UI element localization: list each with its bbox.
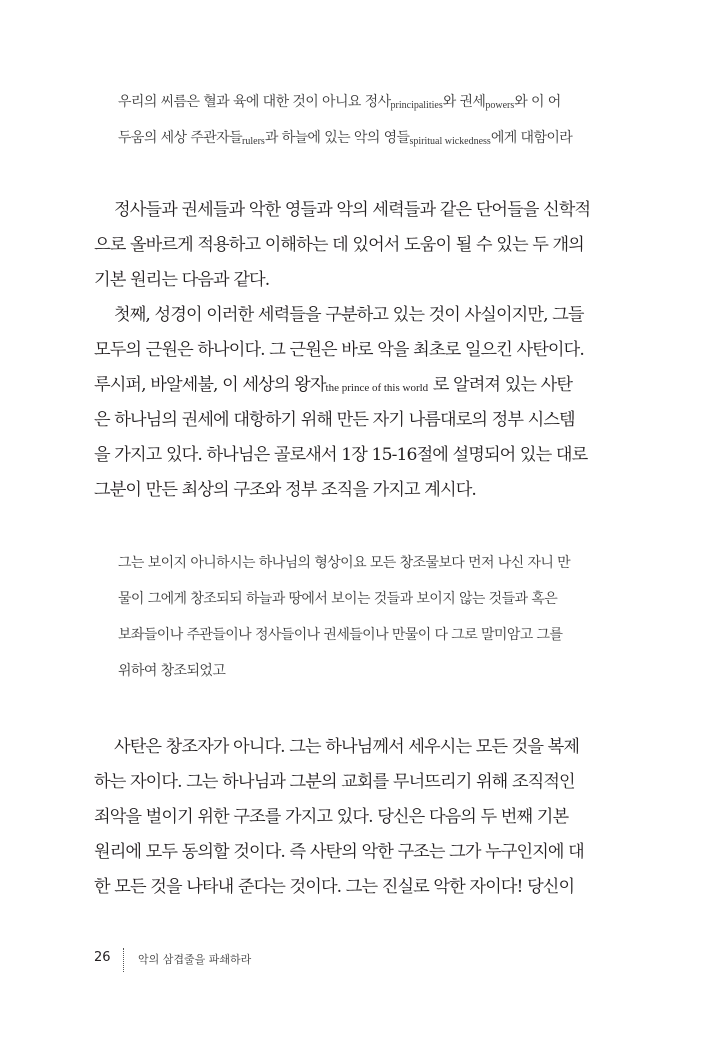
english-gloss: the prince of this world: [325, 382, 429, 394]
paragraph-line: 정사들과 권세들과 악한 영들과 악의 세력들과 같은 단어들을 신학적: [114, 200, 591, 220]
quote-line: 위하여 창조되었고: [118, 663, 226, 679]
quote-line: [118, 127, 604, 163]
paragraph-line: 그분이 만든 최상의 구조와 정부 조직을 가지고 계시다.: [94, 480, 476, 500]
quote-text: 와 권세: [442, 94, 486, 110]
paragraph-line: [94, 373, 614, 408]
scripture-quote-ephesians: [118, 91, 604, 163]
quote-text: 에게 대함이라: [490, 130, 573, 146]
paragraph-line: 사탄은 창조자가 아니다. 그는 하나님께서 세우시는 모든 것을 복제: [114, 737, 580, 757]
paragraph-line: 을 가지고 있다. 하나님은 골로새서 1장 15-16절에 설명되어 있는 대로: [94, 445, 588, 465]
paragraph-line: 첫째, 성경이 이러한 세력들을 구분하고 있는 것이 사실이지만, 그들: [114, 305, 584, 325]
quote-text: 우리의 씨름은 혈과 육에 대한 것이 아니요 정사: [118, 94, 391, 110]
footer-divider: [123, 948, 124, 972]
paragraph-text: 루시퍼, 바알세불, 이 세상의 왕자: [94, 375, 326, 395]
paragraph-line: 으로 올바르게 적용하고 이해하는 데 있어서 도움이 될 수 있는 두 개의: [94, 235, 584, 255]
paragraph-line: 기본 원리는 다음과 같다.: [94, 270, 270, 290]
quote-line: [118, 91, 604, 127]
paragraph-line: 은 하나님의 권세에 대항하기 위해 만든 자기 나름대로의 정부 시스템: [94, 410, 575, 430]
paragraph-first-principle: [94, 303, 614, 513]
running-title: 악의 삼겹줄을 파쇄하라: [138, 953, 252, 966]
english-gloss: spiritual wickedness: [409, 136, 491, 147]
quote-text: 와 이 어: [514, 94, 561, 110]
paragraph-principles-intro: [94, 198, 614, 303]
paragraph-line: 죄악을 벌이기 위한 구조를 가지고 있다. 당신은 다음의 두 번째 기본: [94, 807, 569, 827]
quote-line: 보좌들이나 주관들이나 정사들이나 권세들이나 만물이 다 그로 말미암고 그를: [118, 627, 563, 643]
english-gloss: powers: [485, 100, 515, 111]
paragraph-line: 모두의 근원은 하나이다. 그 근원은 바로 악을 최초로 일으킨 사탄이다.: [94, 340, 584, 360]
english-gloss: principalities: [390, 100, 443, 111]
paragraph-second-principle: [94, 735, 614, 910]
paragraph-line: 하는 자이다. 그는 하나님과 그분의 교회를 무너뜨리기 위해 조직적인: [94, 772, 575, 792]
paragraph-line: 원리에 모두 동의할 것이다. 즉 사탄의 악한 구조는 그가 누구인지에 대: [94, 842, 584, 862]
quote-line: 물이 그에게 창조되되 하늘과 땅에서 보이는 것들과 보이지 않는 것들과 혹은: [118, 591, 558, 607]
scripture-quote-colossians: [118, 552, 604, 696]
quote-text: 두움의 세상 주관자들: [118, 130, 243, 146]
page-number: 26: [94, 950, 111, 965]
paragraph-line: 한 모든 것을 나타내 준다는 것이다. 그는 진실로 악한 자이다! 당신이: [94, 877, 575, 897]
paragraph-text: 로 알려져 있는 사탄: [428, 375, 573, 395]
quote-text: 과 하늘에 있는 악의 영들: [264, 130, 410, 146]
quote-line: 그는 보이지 아니하시는 하나님의 형상이요 모든 창조물보다 먼저 나신 자니 만: [118, 555, 571, 571]
english-gloss: rulers: [242, 136, 265, 147]
